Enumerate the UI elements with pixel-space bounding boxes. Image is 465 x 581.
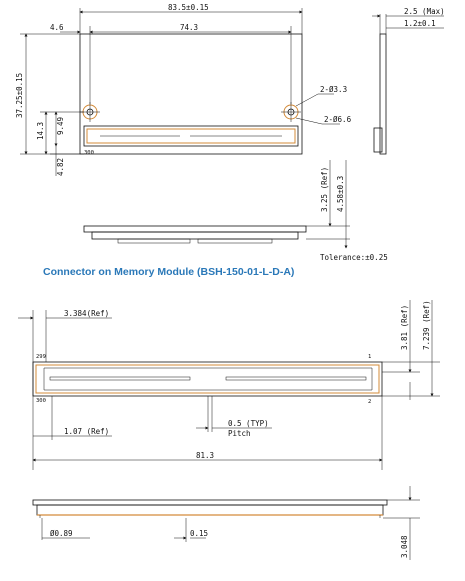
dim-hole-small: 2-Ø3.3 bbox=[320, 85, 348, 94]
dim-width-total: 83.5±0.15 bbox=[168, 3, 209, 12]
front-connector bbox=[92, 232, 298, 239]
pin-label-300-top: 300 bbox=[84, 150, 94, 156]
side-board bbox=[380, 34, 386, 154]
pin-2: 2 bbox=[368, 399, 372, 405]
dim-height-total: 37.25±0.15 bbox=[15, 72, 24, 118]
pin-300: 300 bbox=[36, 398, 46, 404]
dim-height-14: 14.3 bbox=[36, 121, 45, 140]
dim-107: 1.07 (Ref) bbox=[64, 427, 110, 436]
connector-detail-view bbox=[18, 300, 440, 470]
end-view bbox=[33, 486, 420, 560]
dim-offset-3384: 3.384(Ref) bbox=[64, 309, 110, 318]
figure-caption: Connector on Memory Module (BSH-150-01-L-D-A) bbox=[43, 266, 295, 278]
dim-015: 0.15 bbox=[190, 529, 209, 538]
pin-1: 1 bbox=[368, 354, 372, 360]
dim-height-458: 4.58±0.3 bbox=[336, 175, 345, 212]
dim-offset-left: 4.6 bbox=[50, 23, 64, 32]
dim-pitch-value: 0.5 (TYP) bbox=[228, 419, 269, 428]
dim-hole-large: 2-Ø6.6 bbox=[324, 115, 352, 124]
dim-pitch-label: Pitch bbox=[228, 429, 251, 438]
dim-thickness-max: 2.5 (Max) bbox=[404, 7, 445, 16]
dim-height-3048: 3.048 bbox=[400, 535, 409, 558]
tolerance-note: Tolerance:±0.25 bbox=[320, 253, 388, 262]
detail-contacts bbox=[36, 365, 379, 393]
side-connector bbox=[374, 128, 382, 152]
pin-299: 299 bbox=[36, 354, 46, 360]
front-view bbox=[84, 160, 388, 262]
dim-height-325: 3.25 (Ref) bbox=[320, 166, 329, 212]
dim-length: 81.3 bbox=[196, 451, 215, 460]
detail-connector-outline bbox=[33, 362, 382, 396]
dim-diameter: Ø0.89 bbox=[50, 529, 73, 538]
dim-height-381: 3.81 (Ref) bbox=[400, 304, 409, 350]
dim-height-482: 4.82 bbox=[56, 157, 65, 176]
dim-thickness-12: 1.2±0.1 bbox=[404, 19, 436, 28]
side-view bbox=[372, 7, 445, 154]
dim-height-949: 9.49 bbox=[56, 116, 65, 135]
front-board bbox=[84, 226, 306, 232]
dim-height-7239: 7.239 (Ref) bbox=[422, 300, 431, 350]
top-view bbox=[15, 3, 352, 176]
dim-width-holes: 74.3 bbox=[180, 23, 199, 32]
end-body bbox=[33, 500, 387, 505]
